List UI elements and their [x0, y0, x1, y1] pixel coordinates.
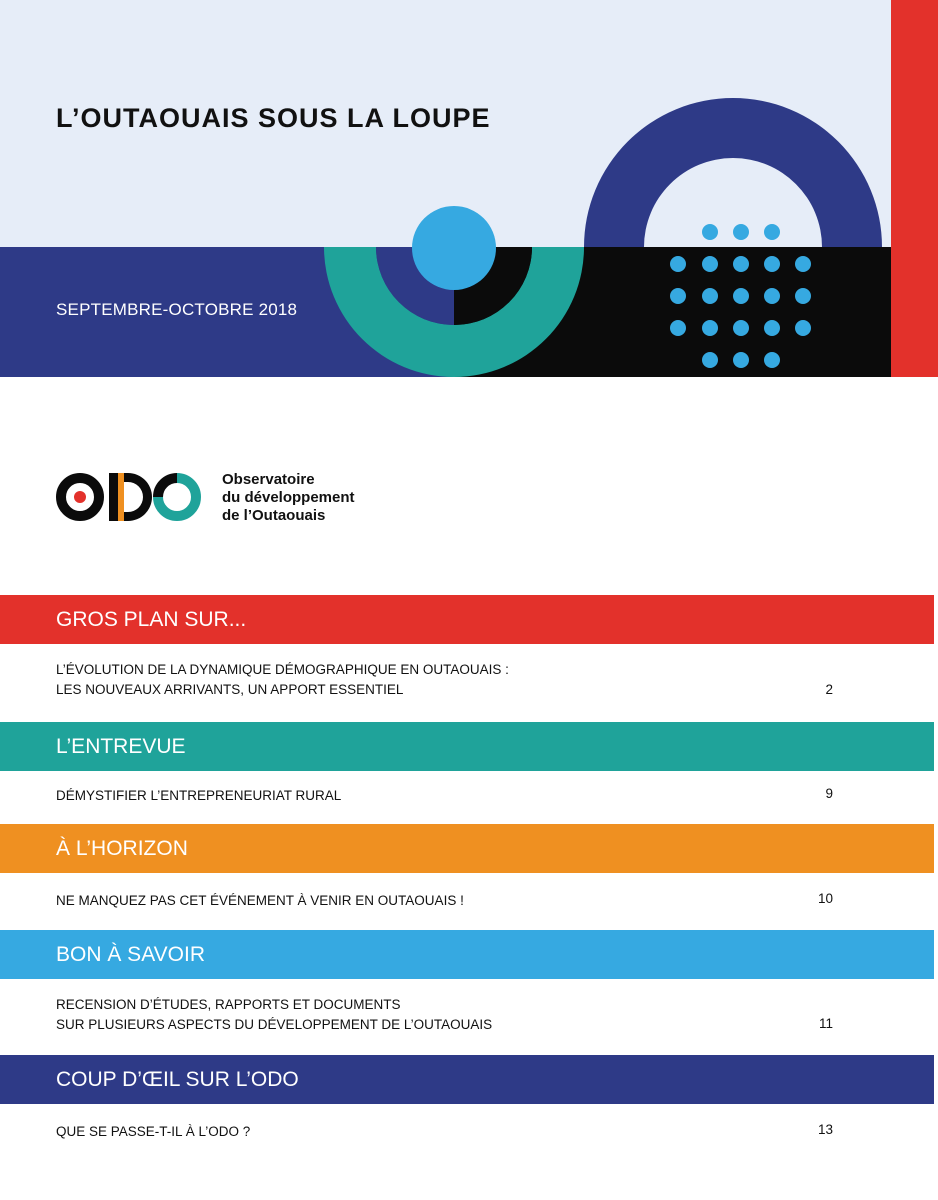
- section-heading: À L’HORIZON: [56, 837, 188, 860]
- section-header-gros-plan: [0, 595, 934, 644]
- dot-shape: [764, 352, 780, 368]
- entry-line: NE MANQUEZ PAS CET ÉVÉNEMENT À VENIR EN OUTAOUAIS !: [56, 893, 464, 908]
- dot-shape: [702, 352, 718, 368]
- dot-shape: [702, 256, 718, 272]
- dot-shape: [733, 320, 749, 336]
- dot-shape: [733, 256, 749, 272]
- dot-shape: [795, 256, 811, 272]
- section-heading: COUP D’ŒIL SUR L’ODO: [56, 1068, 299, 1091]
- page-number: 10: [817, 891, 833, 906]
- org-line: du développement: [222, 489, 355, 506]
- org-line: de l’Outaouais: [222, 507, 326, 524]
- dot-shape: [733, 288, 749, 304]
- toc-entry-odo[interactable]: [56, 1122, 836, 1142]
- entry-line: DÉMYSTIFIER L’ENTREPRENEURIAT RURAL: [56, 788, 342, 803]
- dot-shape: [702, 224, 718, 240]
- header-graphic: [0, 0, 938, 377]
- odo-logo: [55, 468, 205, 531]
- section-header-horizon: [0, 824, 934, 873]
- dot-shape: [733, 224, 749, 240]
- dot-shape: [670, 288, 686, 304]
- dot-shape: [764, 288, 780, 304]
- dot-shape: [670, 320, 686, 336]
- section-heading: GROS PLAN SUR...: [56, 608, 247, 631]
- page-number: 2: [825, 682, 833, 697]
- org-line: Observatoire: [222, 471, 315, 488]
- red-vertical-bar: [891, 0, 938, 377]
- dot-shape: [795, 320, 811, 336]
- cover-header: [0, 0, 938, 377]
- document-title: L’OUTAOUAIS SOUS LA LOUPE: [56, 103, 491, 133]
- entry-line: L’ÉVOLUTION DE LA DYNAMIQUE DÉMOGRAPHIQUE EN OUTAOUAIS :: [56, 662, 509, 677]
- entry-line: QUE SE PASSE-T-IL À L’ODO ?: [56, 1124, 251, 1139]
- dot-shape: [764, 224, 780, 240]
- dot-shape: [670, 256, 686, 272]
- organization-name: [222, 471, 355, 525]
- toc-entry-evenement[interactable]: [56, 891, 836, 911]
- page-number: 11: [818, 1016, 833, 1031]
- page-number: 13: [817, 1122, 833, 1137]
- toc-entry-entrepreneuriat[interactable]: [56, 786, 836, 806]
- dot-shape: [702, 288, 718, 304]
- sky-circle-shape: [412, 206, 496, 290]
- dot-shape: [702, 320, 718, 336]
- toc-entry-demographie[interactable]: [56, 660, 836, 700]
- section-heading: L’ENTREVUE: [56, 735, 186, 758]
- dot-shape: [764, 320, 780, 336]
- odo-logo-mark: [55, 468, 205, 526]
- section-header-entrevue: [0, 722, 934, 771]
- toc-entry-recension[interactable]: [56, 995, 836, 1035]
- dot-shape: [795, 288, 811, 304]
- entry-line: RECENSION D’ÉTUDES, RAPPORTS ET DOCUMENTS: [56, 997, 401, 1012]
- issue-date: SEPTEMBRE-OCTOBRE 2018: [56, 300, 298, 319]
- section-heading: BON À SAVOIR: [56, 943, 205, 966]
- dot-shape: [764, 256, 780, 272]
- dot-shape: [733, 352, 749, 368]
- section-header-bon-a-savoir: [0, 930, 934, 979]
- section-header-coup-doeil: [0, 1055, 934, 1104]
- entry-line: SUR PLUSIEURS ASPECTS DU DÉVELOPPEMENT DE L’OUTAOUAIS: [56, 1017, 493, 1032]
- page-number: 9: [825, 786, 833, 801]
- entry-line: LES NOUVEAUX ARRIVANTS, UN APPORT ESSENTIEL: [56, 682, 404, 697]
